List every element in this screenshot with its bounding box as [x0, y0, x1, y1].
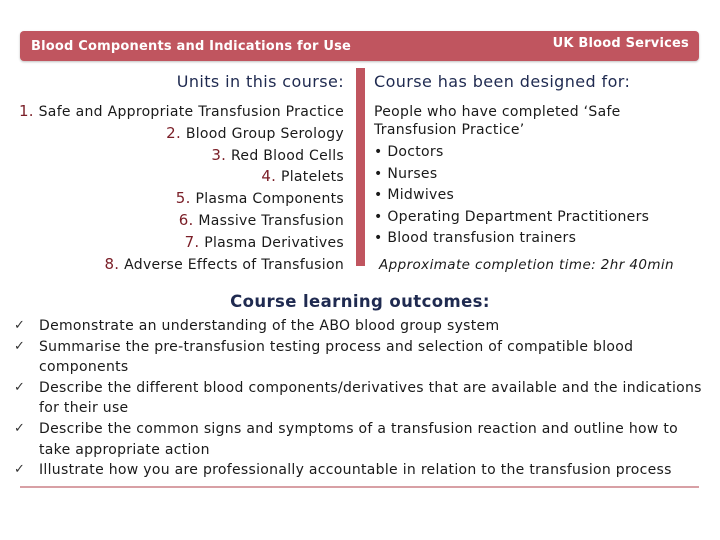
unit-item — [0, 254, 344, 276]
audience-label: Midwives — [387, 187, 455, 203]
completion-time: Approximate completion time: 2hr 40min — [379, 256, 675, 273]
unit-label: Plasma Components — [195, 191, 344, 208]
outcome-item — [14, 337, 704, 378]
bullet-icon: • — [374, 208, 383, 225]
bullet-icon: • — [374, 165, 383, 182]
unit-number: 2. — [166, 123, 182, 142]
audience-item — [374, 228, 704, 250]
outcome-text: Demonstrate an understanding of the ABO blood group system — [39, 318, 500, 334]
outcome-text: Illustrate how you are professionally accountable in relation to the transfusion process — [39, 462, 672, 479]
outcomes-list — [14, 316, 704, 481]
audience-heading: Course has been designed for: — [374, 72, 631, 91]
units-column — [0, 72, 344, 275]
organisation-name: UK Blood Services — [552, 36, 689, 51]
audience-item — [374, 185, 704, 207]
unit-label: Plasma Derivatives — [204, 234, 344, 251]
unit-label: Red Blood Cells — [231, 147, 344, 164]
unit-item — [0, 101, 344, 123]
unit-label: Safe and Appropriate Transfusion Practice — [38, 104, 344, 120]
audience-item — [374, 164, 704, 186]
unit-label: Adverse Effects of Transfusion — [124, 256, 344, 273]
outcome-item — [14, 378, 704, 419]
unit-label: Massive Transfusion — [198, 212, 344, 229]
unit-number: 4. — [261, 167, 277, 186]
unit-label: Blood Group Serology — [185, 125, 344, 142]
check-icon: ✓ — [14, 462, 26, 478]
unit-item — [0, 166, 344, 188]
audience-item — [374, 142, 704, 164]
audience-item — [374, 207, 704, 229]
bullet-icon: • — [374, 144, 383, 160]
outcomes-heading: Course learning outcomes: — [230, 292, 490, 311]
bullet-icon: • — [374, 230, 383, 246]
unit-item — [0, 145, 344, 167]
unit-label: Platelets — [281, 169, 344, 186]
unit-item — [0, 188, 344, 210]
units-heading: Units in this course: — [176, 72, 344, 91]
audience-label: Nurses — [387, 165, 438, 182]
check-icon: ✓ — [14, 318, 26, 333]
unit-item — [0, 232, 344, 254]
audience-column — [374, 72, 704, 273]
unit-number: 5. — [175, 189, 191, 208]
unit-item — [0, 123, 344, 145]
course-title: Blood Components and Indications for Use — [31, 39, 352, 54]
check-icon: ✓ — [14, 420, 26, 436]
audience-label: Doctors — [387, 144, 444, 160]
header-bar — [20, 31, 699, 61]
check-icon: ✓ — [14, 379, 26, 395]
outcome-text: Summarise the pre-transfusion testing process and selection of compatible blood components — [39, 338, 634, 376]
outcome-item — [14, 460, 704, 481]
unit-number: 3. — [211, 145, 227, 164]
column-divider — [356, 68, 365, 266]
unit-number: 1. — [18, 102, 34, 120]
audience-label: Blood transfusion trainers — [387, 230, 577, 246]
outcome-item — [14, 316, 704, 337]
outcome-text: Describe the common signs and symptoms of a transfusion reaction and outline how to take appropriate action — [39, 420, 679, 458]
outcome-text: Describe the different blood components/derivatives that are available and the indications for their use — [39, 379, 702, 417]
bullet-icon: • — [374, 187, 383, 203]
unit-item — [0, 210, 344, 232]
audience-label: Operating Department Practitioners — [387, 208, 650, 225]
outcome-item — [14, 419, 704, 460]
bottom-rule — [20, 486, 699, 488]
unit-number: 8. — [104, 254, 120, 273]
check-icon: ✓ — [14, 338, 26, 354]
unit-number: 7. — [184, 232, 200, 251]
audience-intro: People who have completed ‘Safe Transfusion Practice’ — [374, 104, 621, 138]
unit-number: 6. — [178, 210, 194, 229]
